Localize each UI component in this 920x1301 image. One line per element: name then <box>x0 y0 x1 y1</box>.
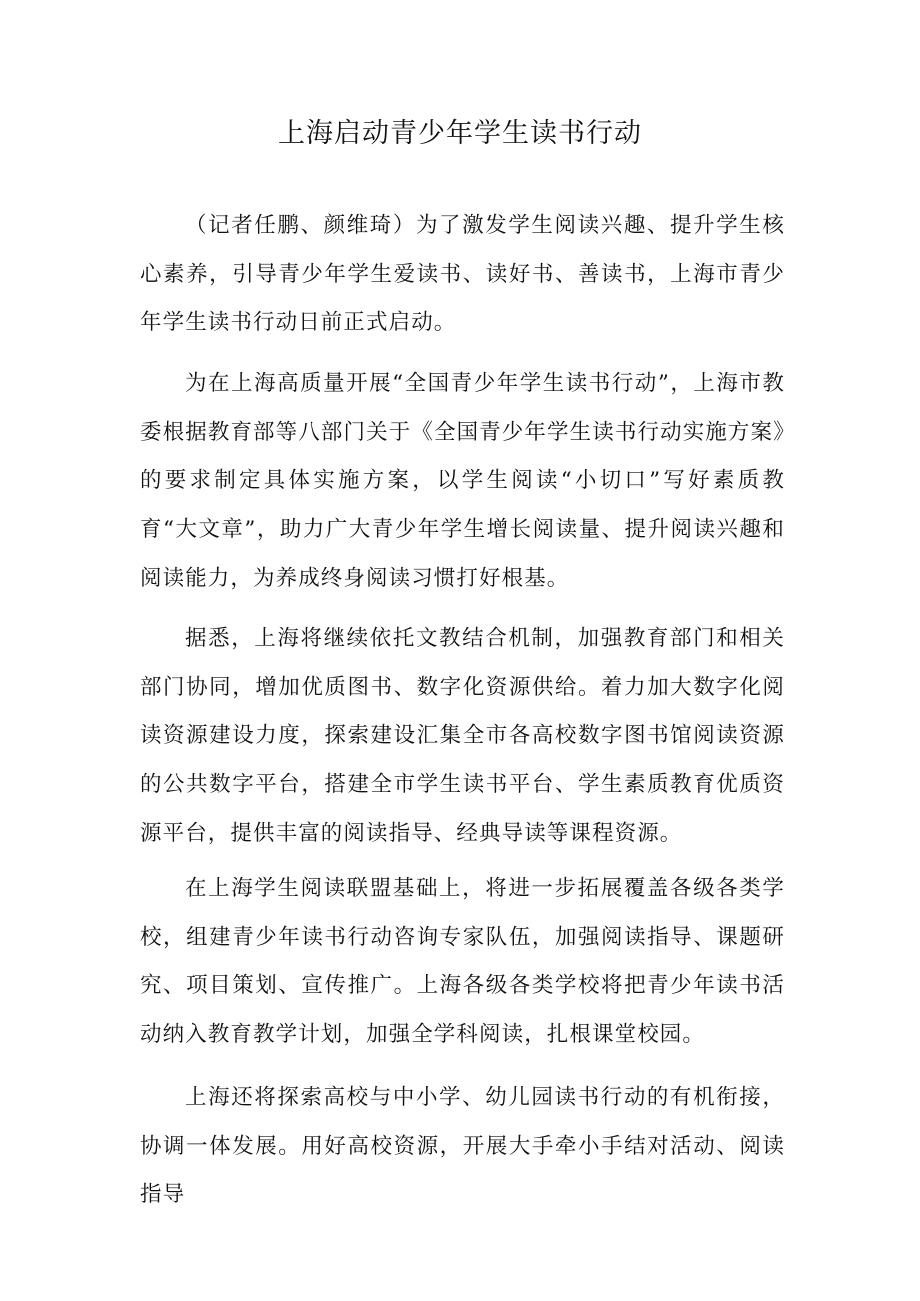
paragraph-1: （记者任鹏、颜维琦）为了激发学生阅读兴趣、提升学生核心素养，引导青少年学生爱读书、读好书、善读书，上海市青少年学生读书行动日前正式启动。 <box>140 213 785 336</box>
paragraph-3: 据悉，上海将继续依托文教结合机制，加强教育部门和相关部门协同，增加优质图书、数字化资源供给。着力加大数字化阅读资源建设力度，探索建设汇集全市各高校数字图书馆阅读资源的公共数字平台，搭建全市学生读书平台、学生素质教育优质资源平台，提供丰富的阅读指导、经典导读等课程资源。 <box>140 626 785 846</box>
paragraph-4: 在上海学生阅读联盟基础上，将进一步拓展覆盖各级各类学校，组建青少年读书行动咨询专家队伍，加强阅读指导、课题研究、项目策划、宣传推广。上海各级各类学校将把青少年读书活动纳入教育教学计划，加强全学科阅读，扎根课堂校园。 <box>140 876 785 1048</box>
document-title: 上海启动青少年学生读书行动 <box>278 118 642 149</box>
paragraph-2: 为在上海高质量开展“全国青少年学生读书行动”，上海市教委根据教育部等八部门关于《全国青少年学生读书行动实施方案》的要求制定具体实施方案，以学生阅读“小切口”写好素质教育“大文章”，助力广大青少年学生增长阅读量、提升阅读兴趣和阅读能力，为养成终身阅读习惯打好根基。 <box>140 371 785 591</box>
paragraph-5: 上海还将探索高校与中小学、幼儿园读书行动的有机衔接，协调一体发展。用好高校资源，开展大手牵小手结对活动、阅读指导 <box>140 1085 785 1208</box>
